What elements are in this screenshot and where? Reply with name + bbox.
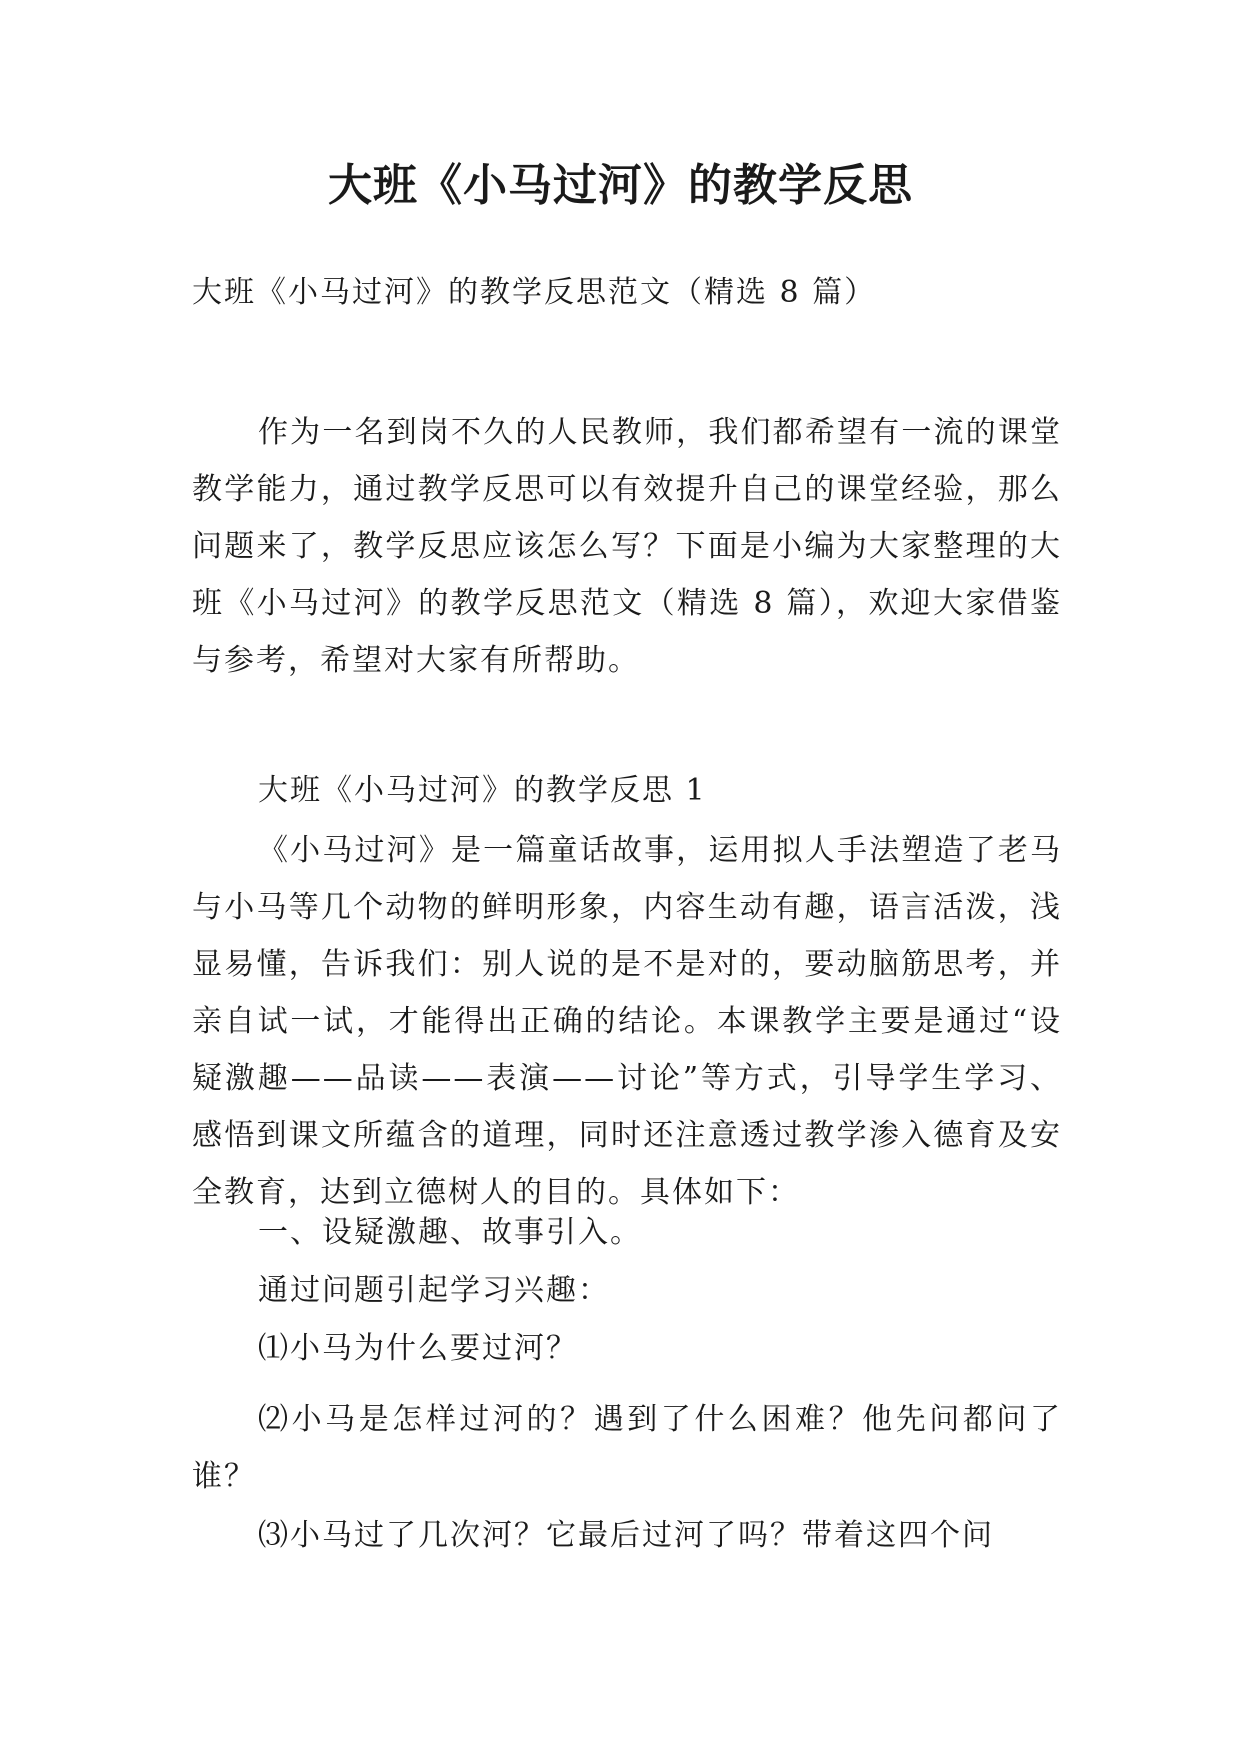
section-heading: 大班《小马过河》的教学反思 1 bbox=[258, 773, 707, 808]
point-heading-2: 通过问题引起学习兴趣： bbox=[258, 1273, 610, 1308]
question-3: ⑶小马过了几次河？它最后过河了吗？带着这四个问 bbox=[258, 1518, 994, 1553]
document-subtitle: 大班《小马过河》的教学反思范文（精选 8 篇） bbox=[192, 275, 877, 310]
question-2: ⑵小马是怎样过河的？遇到了什么困难？他先问都问了谁？ bbox=[192, 1402, 1062, 1494]
point-heading-1: 一、设疑激趣、故事引入。 bbox=[258, 1215, 642, 1250]
question-1: ⑴小马为什么要过河？ bbox=[258, 1331, 578, 1366]
section-body-paragraph: 《小马过河》是一篇童话故事，运用拟人手法塑造了老马与小马等几个动物的鲜明形象，内容生动有趣，语言活泼，浅显易懂，告诉我们：别人说的是不是对的，要动脑筋思考，并亲自试一试，才能得出正确的结论。本课教学主要是通过“设疑激趣——品读——表演——讨论”等方式，引导学生学习、感悟到课文所蕴含的道理，同时还注意透过教学渗入德育及安全教育，达到立德树人的目的。具体如下： bbox=[192, 833, 1062, 1210]
document-title: 大班《小马过河》的教学反思 bbox=[328, 160, 913, 211]
intro-paragraph: 作为一名到岗不久的人民教师，我们都希望有一流的课堂教学能力，通过教学反思可以有效提升自己的课堂经验，那么问题来了，教学反思应该怎么写？下面是小编为大家整理的大班《小马过河》的教学反思范文（精选 8 篇），欢迎大家借鉴与参考，希望对大家有所帮助。 bbox=[192, 415, 1062, 678]
